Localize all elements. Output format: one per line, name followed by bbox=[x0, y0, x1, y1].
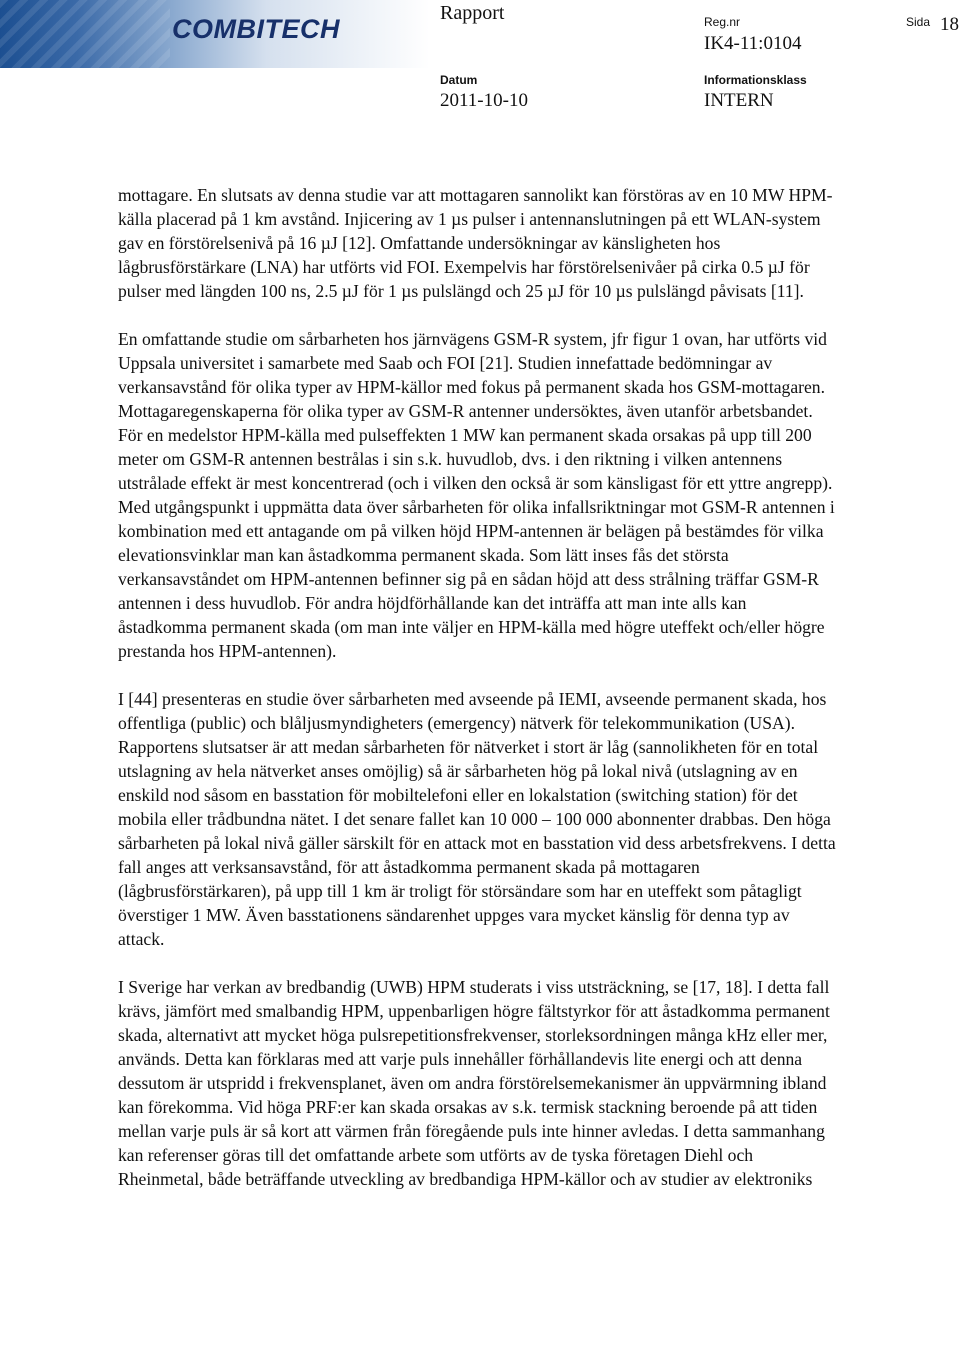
body-paragraph: mottagare. En slutsats av denna studie var att mottagaren sannolikt kan förstöras av en 10 MW HPM-källa placerad på 1 km avstånd. Injicering av 1 µs pulser i antennanslutningen på ett WLAN-system gav en förstörelsenivå på 16 µJ [12]. Omfattande undersökningar av känsligheten hos lågbrusförstärkare (LNA) har utförts vid FOI. Exempelvis har förstörelsenivåer på cirka 0.5 µJ för pulser med längden 100 ns, 2.5 µJ för 1 µs pulslängd och 25 µJ för 10 µs pulslängd påvisats [11]. bbox=[118, 185, 833, 301]
page-number: 18 bbox=[940, 14, 959, 35]
document-type: Rapport bbox=[440, 2, 505, 24]
page-header bbox=[0, 0, 960, 130]
company-logo-banner bbox=[0, 0, 430, 68]
date-label: Datum bbox=[440, 73, 478, 87]
body-paragraph: I Sverige har verkan av bredbandig (UWB) HPM studerats i viss utsträckning, se [17, 18]. I detta fall krävs, jämfört med smalbandig HPM, uppenbarligen högre fältstyrkor för att åstadkomma permanent skada, alternativt att mycket höga pulsrepetitionsfrekvenser, storleksordningen många kHz eller mer, används. Detta kan förklaras med att varje puls innehåller förhållandevis lite energi och att denna dessutom är utspridd i frekvensplanet, även om andra förstörelsemekanismer än uppvärmning ibland kan förekomma. Vid höga PRF:er kan skada orsakas av s.k. termisk stackning beroende på att tiden mellan varje puls är så kort att värmen från föregående puls inte hinner avledas. I detta sammanhang kan referenser göras till det omfattande arbete som utförts av de tyska företagen Diehl och Rheinmetal, både beträffande utveckling av bredbandiga HPM-källor och av studier av elektroniks bbox=[118, 977, 830, 1189]
company-logo: COMBITECH bbox=[172, 14, 340, 44]
document-body bbox=[118, 183, 838, 1215]
classification-label: Informationsklass bbox=[704, 73, 807, 87]
date-value: 2011-10-10 bbox=[440, 90, 528, 111]
classification-value: INTERN bbox=[704, 90, 774, 111]
page-label: Sida bbox=[906, 15, 931, 29]
regnr-value: IK4-11:0104 bbox=[704, 33, 802, 54]
body-paragraph: En omfattande studie om sårbarheten hos järnvägens GSM-R system, jfr figur 1 ovan, har utförts vid Uppsala universitet i samarbete med Saab och FOI [21]. Studien innefattade bedömningar av verkansavstånd för olika typer av HPM-källor med fokus på permanent skada hos GSM-mottagaren. Mottagaregenskaperna för olika typer av GSM-R antenner undersöktes, även utanför arbetsbandet. För en medelstor HPM-källa med pulseffekten 1 MW kan permanent skada orsakas på upp till 200 meter om GSM-R antennen bestrålas i sin s.k. huvudlob, dvs. i den riktning i vilken antennens utstrålade effekt är mest koncentrerad (och i vilken den också är som känsligast för ett yttre angrepp). Med utgångspunkt i uppmätta data över sårbarheten för olika infallsriktningar mot GSM-R antennen i kombination med ett antagande om på vilken höjd HPM-antennen är belägen på bestämdes för vilka elevationsvinklar man kan åstadkomma permanent skada. Som lätt inses fås det största verkansavståndet om HPM-antennen befinner sig på en sådan höjd att dess strålning träffar GSM-R antennen i dess huvudlob. För andra höjdförhållande kan det inträffa att man inte alls kan åstadkomma permanent skada (om man inte väljer en HPM-källa med högre uteffekt och/eller högre prestanda hos HPM-antennen). bbox=[118, 329, 835, 661]
body-paragraph: I [44] presenteras en studie över sårbarheten med avseende på IEMI, avseende permanent skada, hos offentliga (public) och blåljusmyndigheters (emergency) nätverk för telekommunikation (USA). Rapportens slutsatser är att medan sårbarheten för nätverket i stort är låg (sannolikheten för en total utslagning av hela nätverket anses omöjlig) så är sårbarheten hög på lokal nivå (utslagning av en enskild nod såsom en basstation för mobiltelefoni eller en lokalstation (switching station) för det mobila eller trådbundna nätet. I det senare fallet kan 10 000 – 100 000 abonnenter drabbas. Den höga sårbarheten på lokal nivå gäller särskilt för en attack mot en basstation vid dess arbetsfrekvens. I detta fall anges att verksansavstånd, för att åstadkomma permanent skada på mottagaren (lågbrusförstärkaren), på upp till 1 km är troligt för störsändare som har en uteffekt som påtagligt överstiger 1 MW. Även basstationens sändarenhet uppges vara mycket känslig för denna typ av attack. bbox=[118, 689, 836, 949]
regnr-label: Reg.nr bbox=[704, 15, 741, 29]
